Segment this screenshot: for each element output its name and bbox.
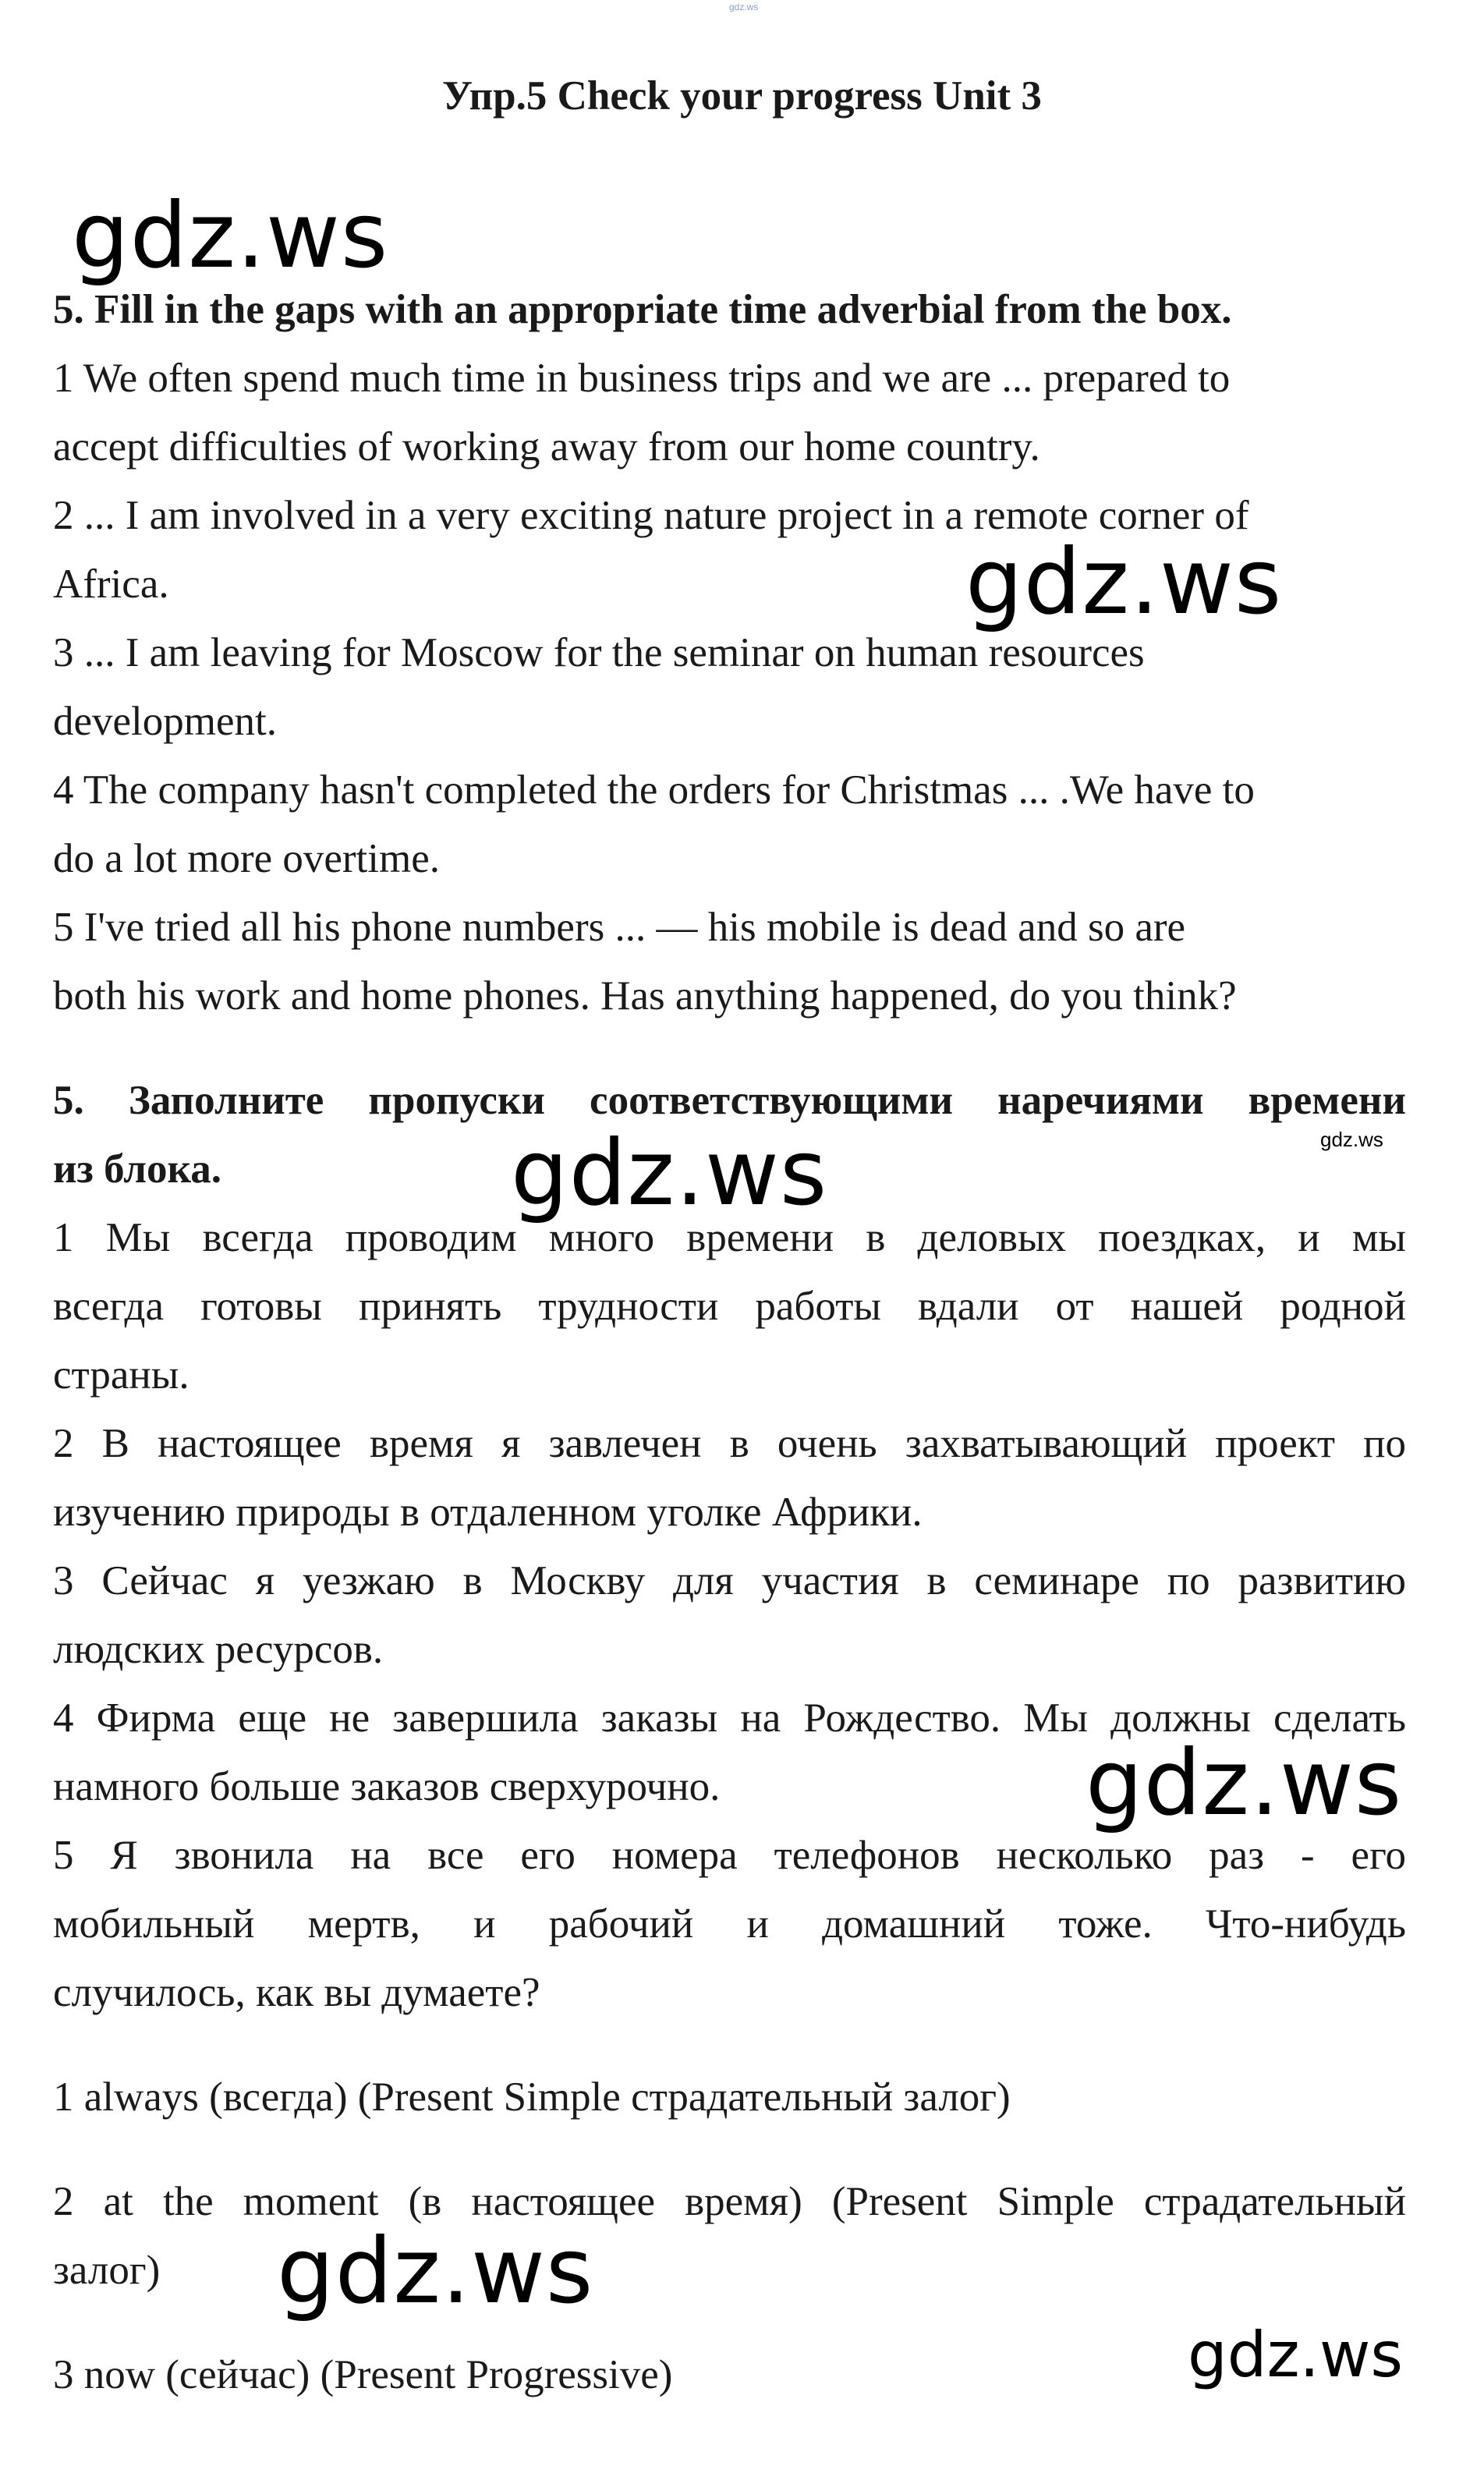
russian-line-10: 5 Я звонила на все его номера телефонов несколько раз - его (53, 1833, 1406, 1878)
russian-line-4: 2 В настоящее время я завлечен в очень захватывающий проект по (53, 1421, 1406, 1466)
answer-2-cont: залог) (53, 2248, 161, 2293)
russian-line-6: 3 Сейчас я уезжаю в Москву для участия в семинаре по развитию (53, 1558, 1406, 1603)
watermark: gdz.ws (965, 530, 1283, 635)
english-line-7: 4 The company hasn't completed the orders for Christmas ... .We have to (53, 767, 1255, 813)
english-line-9: 5 I've tried all his phone numbers ... — his mobile is dead and so are (53, 905, 1186, 950)
russian-line-5: изучению природы в отдаленном уголке Африки. (53, 1490, 923, 1535)
english-line-6: development. (53, 699, 277, 744)
top-watermark: gdz.ws (729, 2, 759, 12)
russian-line-2: всегда готовы принять трудности работы вдали от нашей родной (53, 1284, 1406, 1329)
russian-heading-cont: из блока. (53, 1146, 221, 1192)
english-line-4: Africa. (53, 562, 169, 607)
english-heading: 5. Fill in the gaps with an appropriate time adverbial from the box. (53, 287, 1232, 332)
russian-line-11: мобильный мертв, и рабочий и домашний тоже. Что-нибудь (53, 1901, 1406, 1947)
answer-3: 3 now (сейчас) (Present Progressive) (53, 2352, 673, 2397)
page-title: Упр.5 Check your progress Unit 3 (442, 73, 1042, 119)
watermark: gdz.ws (511, 1121, 828, 1226)
english-line-2: accept difficulties of working away from our home country. (53, 424, 1040, 469)
answer-1: 1 always (всегда) (Present Simple страдательный залог) (53, 2074, 1011, 2120)
russian-line-12: случилось, как вы думаете? (53, 1970, 540, 2015)
english-line-10: both his work and home phones. Has anything happened, do you think? (53, 973, 1237, 1019)
russian-line-9: намного больше заказов сверхурочно. (53, 1764, 721, 1809)
russian-line-7: людских ресурсов. (53, 1627, 384, 1672)
watermark: gdz.ws (72, 183, 389, 289)
english-line-5: 3 ... I am leaving for Moscow for the seminar on human resources (53, 630, 1145, 675)
answer-2: 2 at the moment (в настоящее время) (Present Simple страдательный (53, 2179, 1406, 2224)
english-line-3: 2 ... I am involved in a very exciting nature project in a remote corner of (53, 493, 1249, 538)
english-line-1: 1 We often spend much time in business trips and we are ... prepared to (53, 356, 1231, 401)
russian-line-8: 4 Фирма еще не завершила заказы на Рождество. Мы должны сделать (53, 1695, 1406, 1741)
russian-line-1: 1 Мы всегда проводим много времени в деловых поездках, и мы (53, 1215, 1406, 1260)
russian-line-3: страны. (53, 1352, 189, 1398)
russian-heading: 5. Заполните пропуски соответствующими наречиями времени (53, 1078, 1406, 1123)
watermark-small: gdz.ws (1320, 1128, 1383, 1151)
watermark: gdz.ws (1188, 2319, 1404, 2391)
watermark: gdz.ws (1086, 1731, 1403, 1836)
watermark: gdz.ws (277, 2219, 594, 2324)
english-line-8: do a lot more overtime. (53, 836, 440, 881)
